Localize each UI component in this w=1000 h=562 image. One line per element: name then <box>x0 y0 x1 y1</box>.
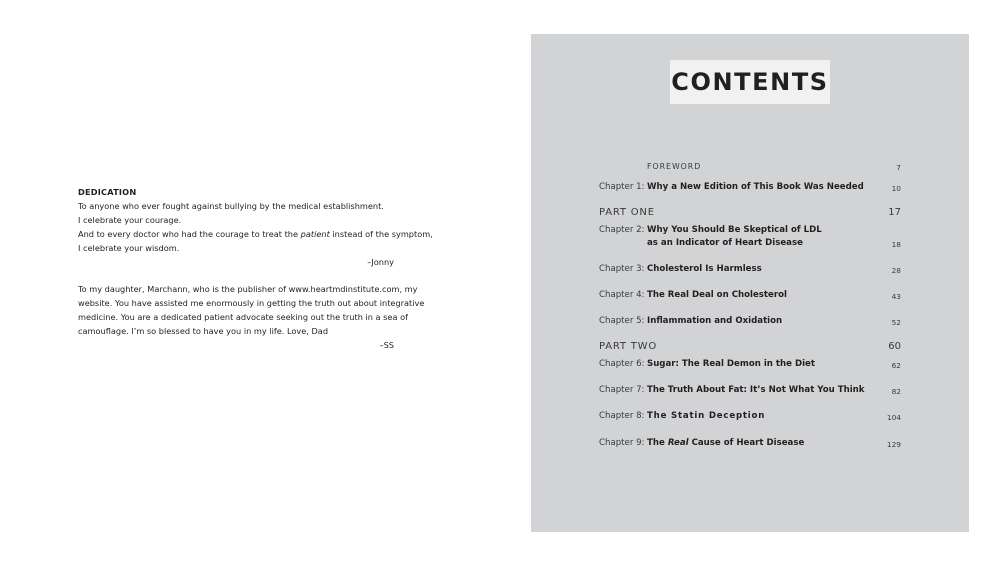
dedication-line: camouflage. I’m so blessed to have you in my life. Love, Dad <box>78 326 329 337</box>
dedication-line: I celebrate your courage. <box>78 214 182 225</box>
toc-label: Chapter 8: <box>599 411 645 421</box>
toc-title: The Truth About Fat: It’s Not What You Think <box>647 385 865 395</box>
dedication-section <box>78 186 433 353</box>
contents-page <box>531 34 969 532</box>
dedication-heading: DEDICATION <box>78 187 137 197</box>
toc-page: 18 <box>891 240 901 249</box>
toc-page: 28 <box>891 266 901 275</box>
dedication-line: To my daughter, Marchann, who is the publisher of www.heartmdinstitute.com, my <box>78 284 418 295</box>
toc-label: Chapter 9: <box>599 438 645 448</box>
toc-title: The Statin Deception <box>647 411 766 421</box>
toc-page: 62 <box>891 361 901 370</box>
dedication-text: And to every doctor who had the courage to treat the <box>78 228 301 239</box>
signature-jonny: –Jonny <box>367 256 394 267</box>
toc-label: Chapter 6: <box>599 359 645 369</box>
toc-title: Sugar: The Real Demon in the Diet <box>647 359 815 369</box>
toc-page: 129 <box>886 440 901 449</box>
dedication-line: website. You have assisted me enormously in getting the truth out about integrative <box>78 298 425 309</box>
toc-label: Chapter 4: <box>599 290 645 300</box>
toc-title <box>647 438 804 448</box>
toc-page: 7 <box>896 163 901 172</box>
toc-page: 17 <box>888 207 901 218</box>
toc-page: 60 <box>888 341 901 352</box>
toc-part-label: PART TWO <box>599 341 658 352</box>
toc-title-text: Cause of Heart Disease <box>688 438 805 448</box>
dedication-line: To anyone who ever fought against bullying by the medical establishment. <box>78 200 384 211</box>
dedication-line <box>78 228 433 242</box>
toc-label: Chapter 3: <box>599 264 645 274</box>
dedication-line: medicine. You are a dedicated patient advocate seeking out the truth in a sea of <box>78 312 408 323</box>
toc-page: 43 <box>891 292 901 301</box>
toc-page: 82 <box>891 387 901 396</box>
toc-chapter-2[interactable] <box>599 225 901 253</box>
toc-title: as an Indicator of Heart Disease <box>647 238 803 248</box>
toc-label: Chapter 2: <box>599 225 645 235</box>
toc-title-text: The <box>647 438 668 448</box>
toc-title: Why a New Edition of This Book Was Needed <box>647 182 864 192</box>
toc-page: 104 <box>886 413 901 422</box>
dedication-emphasis: patient <box>300 228 330 239</box>
toc-part-label: PART ONE <box>599 207 655 218</box>
toc-page: 52 <box>891 318 901 327</box>
toc-page: 10 <box>891 184 901 193</box>
signature-ss: –SS <box>379 340 394 351</box>
toc-title: Cholesterol Is Harmless <box>647 264 762 274</box>
contents-title: CONTENTS <box>671 68 829 96</box>
toc-title-emphasis: Real <box>667 438 689 448</box>
contents-title-box <box>670 60 830 104</box>
toc-title: The Real Deal on Cholesterol <box>647 290 787 300</box>
toc-label: Chapter 5: <box>599 316 645 326</box>
toc-title: Why You Should Be Skeptical of LDL <box>647 225 822 235</box>
toc-label: Chapter 7: <box>599 385 645 395</box>
toc-title: FOREWORD <box>647 162 702 171</box>
dedication-line: I celebrate your wisdom. <box>78 242 180 253</box>
toc-label: Chapter 1: <box>599 182 645 192</box>
dedication-text: instead of the symptom, <box>329 228 433 239</box>
toc-title: Inflammation and Oxidation <box>647 316 783 326</box>
